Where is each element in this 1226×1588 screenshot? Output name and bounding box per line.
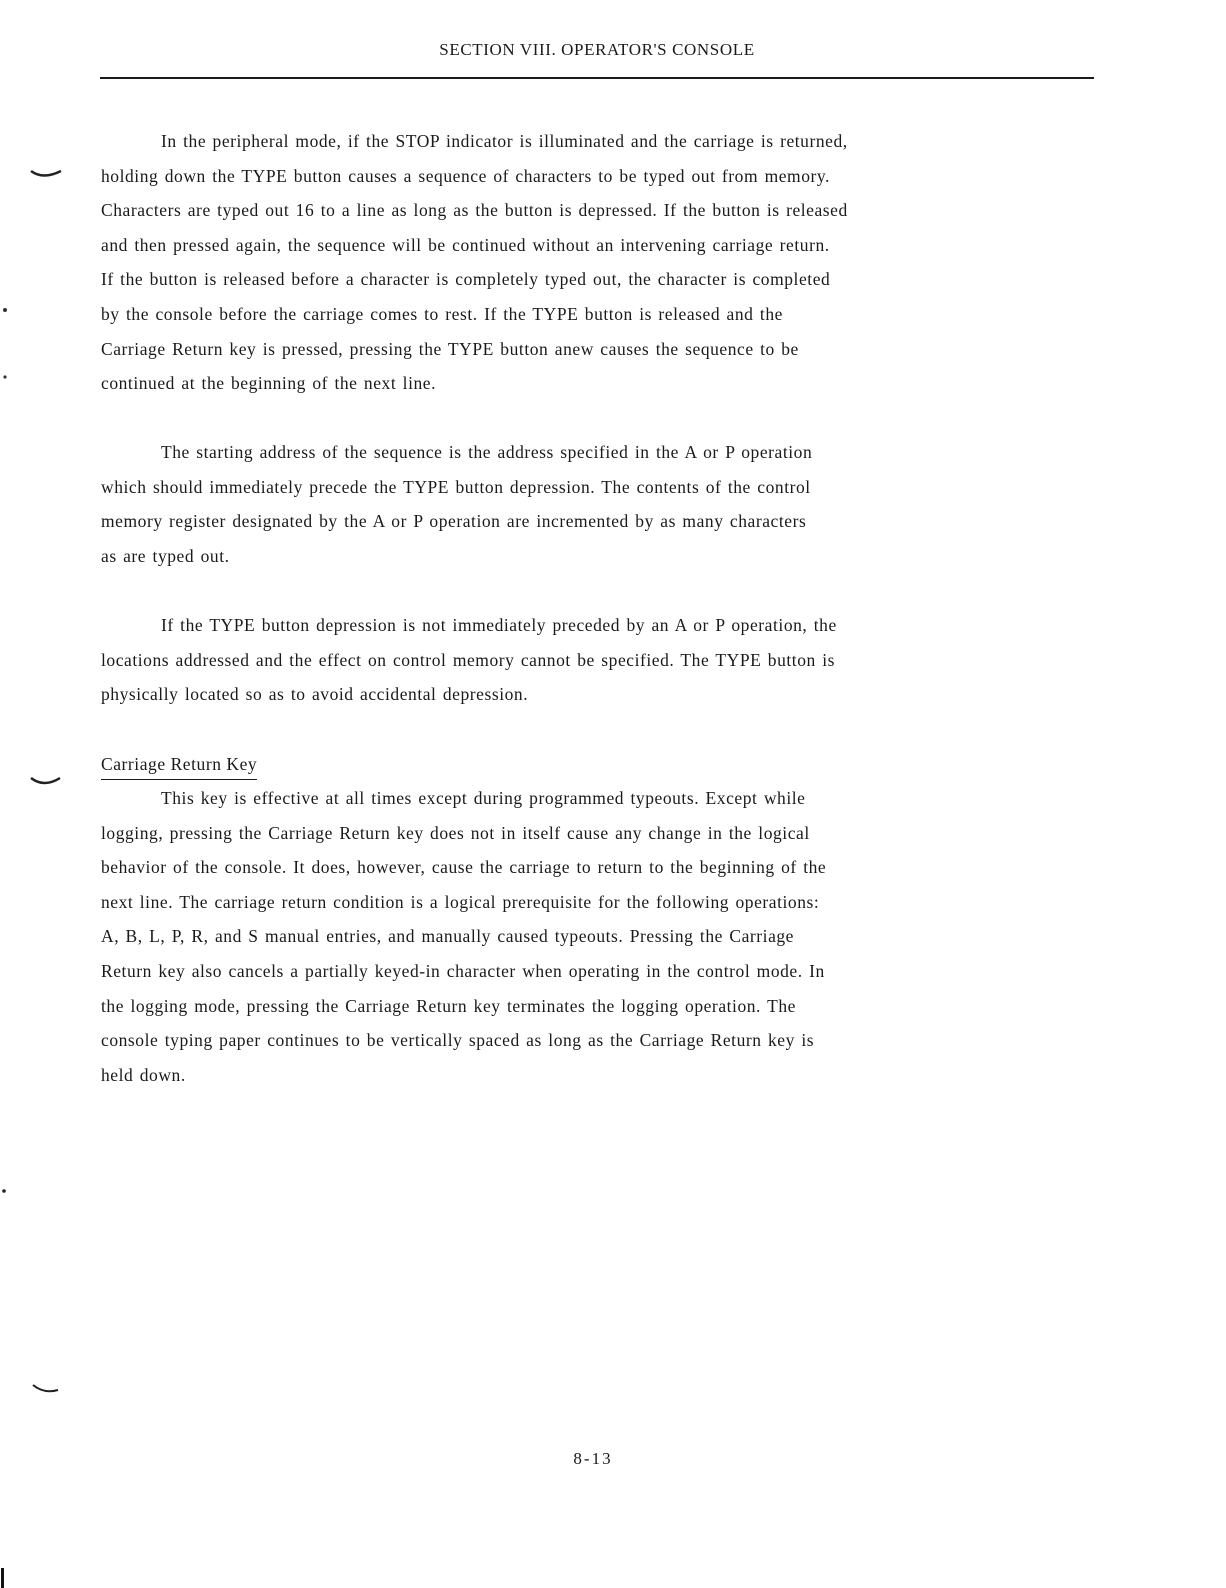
text-line: physically located so as to avoid accidental depression. [101,684,529,705]
text-line: memory register designated by the A or P operation are incremented by as many characters [101,511,807,532]
paragraph-type-button-sequence [101,124,1101,401]
binder-hole-mark-icon [30,1380,66,1398]
text-line: Return key also cancels a partially keyed-in character when operating in the control mode. In [101,960,825,981]
text-line: by the console before the carriage comes to rest. If the TYPE button is released and the [101,303,783,324]
text-line: This key is effective at all times except during programmed typeouts. Except while [161,788,806,808]
section-heading-carriage-return-key: Carriage Return Key [101,749,257,780]
text-line: behavior of the console. It does, however, cause the carriage to return to the beginning of the [101,857,827,878]
page-header: SECTION VIII. OPERATOR'S CONSOLE [439,40,755,59]
paragraph-carriage-return-key [101,781,1101,1092]
paragraph-type-button-location [101,608,1101,712]
text-line: A, B, L, P, R, and S manual entries, and manually caused typeouts. Pressing the Carriage [101,926,795,947]
page-number: 8-13 [573,1449,613,1468]
text-line: In the peripheral mode, if the STOP indicator is illuminated and the carriage is returned, [161,131,848,151]
text-line: which should immediately precede the TYPE button depression. The contents of the control [101,476,811,497]
text-line: The starting address of the sequence is the address specified in the A or P operation [161,442,813,462]
paragraph-starting-address [101,435,1101,573]
text-line: as are typed out. [101,545,230,566]
text-line: logging, pressing the Carriage Return key does not in itself cause any change in the logical [101,822,810,843]
header-rule [100,77,1094,79]
text-line: the logging mode, pressing the Carriage Return key terminates the logging operation. The [101,995,796,1016]
binder-hole-mark-icon [28,166,64,182]
text-line: If the button is released before a character is completely typed out, the character is completed [101,269,831,290]
text-line: locations addressed and the effect on control memory cannot be specified. The TYPE button is [101,649,835,670]
text-line: next line. The carriage return condition is a logical prerequisite for the following operations: [101,891,820,912]
text-line: If the TYPE button depression is not immediately preceded by an A or P operation, the [161,615,837,635]
scan-speck-icon [0,305,10,315]
text-line: continued at the beginning of the next line. [101,373,437,394]
scan-speck-icon [0,1186,10,1196]
scan-speck-icon [0,372,10,382]
text-line: holding down the TYPE button causes a sequence of characters to be typed out from memory. [101,165,830,186]
scan-edge-mark-icon [0,1568,6,1588]
text-line: console typing paper continues to be vertically spaced as long as the Carriage Return key is [101,1030,815,1051]
binder-hole-mark-icon [28,774,64,790]
text-line: held down. [101,1064,186,1085]
text-line: Carriage Return key is pressed, pressing the TYPE button anew causes the sequence to be [101,338,799,359]
text-line: Characters are typed out 16 to a line as long as the button is depressed. If the button is released [101,200,848,221]
text-line: and then pressed again, the sequence will be continued without an intervening carriage return. [101,234,830,255]
